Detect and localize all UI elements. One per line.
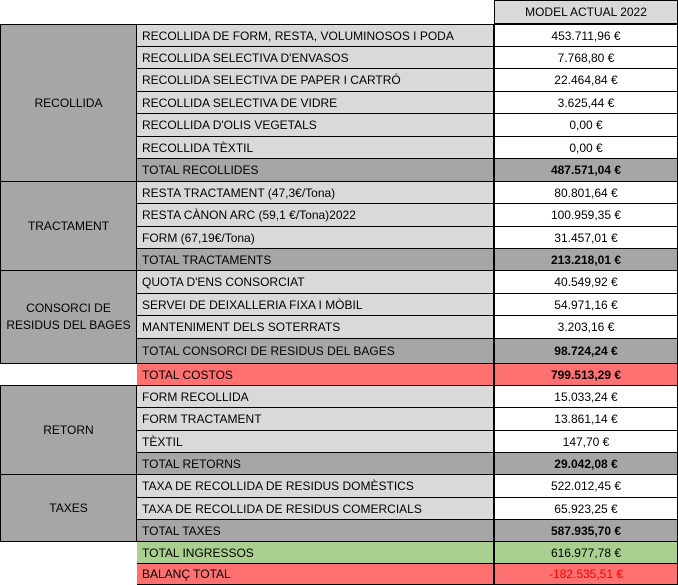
row-label: MANTENIMENT DELS SOTERRATS xyxy=(137,315,494,339)
balanc-total-value: -182.535,51 € xyxy=(494,563,678,585)
row-label: TÈXTIL xyxy=(137,430,494,453)
total-ingressos-label: TOTAL INGRESSOS xyxy=(137,541,494,564)
total-costos-value: 799.513,29 € xyxy=(494,363,678,386)
row-label: TAXA DE RECOLLIDA DE RESIDUS COMERCIALS xyxy=(137,497,494,520)
row-value: 13.861,14 € xyxy=(494,407,678,431)
total-tractaments-value: 213.218,01 € xyxy=(494,248,678,271)
section-retorn: RETORN xyxy=(0,385,137,475)
row-value: 22.464,84 € xyxy=(494,68,678,92)
row-label: SERVEI DE DEIXALLERIA FIXA I MÒBIL xyxy=(137,293,494,316)
total-tractaments-label: TOTAL TRACTAMENTS xyxy=(137,248,494,271)
total-taxes-value: 587.935,70 € xyxy=(494,519,678,542)
total-recollides-label: TOTAL RECOLLIDES xyxy=(137,158,494,182)
row-label: RECOLLIDA D'OLIS VEGETALS xyxy=(137,113,494,137)
row-label: RESTA CÀNON ARC (59,1 €/Tona)2022 xyxy=(137,203,494,227)
balanc-total-label: BALANÇ TOTAL xyxy=(137,563,494,585)
row-value: 3.203,16 € xyxy=(494,315,678,339)
total-ingressos-value: 616.977,78 € xyxy=(494,541,678,564)
row-label: RECOLLIDA TÈXTIL xyxy=(137,136,494,159)
row-value: 80.801,64 € xyxy=(494,181,678,204)
total-retorns-label: TOTAL RETORNS xyxy=(137,452,494,475)
row-value: 31.457,01 € xyxy=(494,226,678,249)
total-retorns-value: 29.042,08 € xyxy=(494,452,678,475)
row-label: RECOLLIDA DE FORM, RESTA, VOLUMINOSOS I PODA xyxy=(137,24,494,47)
total-taxes-label: TOTAL TAXES xyxy=(137,519,494,542)
row-label: FORM TRACTAMENT xyxy=(137,407,494,431)
row-value: 40.549,92 € xyxy=(494,270,678,294)
row-label: TAXA DE RECOLLIDA DE RESIDUS DOMÈSTICS xyxy=(137,474,494,498)
section-taxes: TAXES xyxy=(0,474,137,542)
section-consorci: CONSORCI DE RESIDUS DEL BAGES xyxy=(0,270,137,364)
section-recollida: RECOLLIDA xyxy=(0,24,137,182)
row-value: 3.625,44 € xyxy=(494,91,678,114)
row-value: 7.768,80 € xyxy=(494,46,678,69)
row-value: 54.971,16 € xyxy=(494,293,678,316)
column-header: MODEL ACTUAL 2022 xyxy=(494,0,678,24)
row-value: 65.923,25 € xyxy=(494,497,678,520)
row-value: 522.012,45 € xyxy=(494,474,678,498)
row-label: QUOTA D'ENS CONSORCIAT xyxy=(137,270,494,294)
row-label: FORM RECOLLIDA xyxy=(137,385,494,408)
row-label: RESTA TRACTAMENT (47,3€/Tona) xyxy=(137,181,494,204)
row-value: 0,00 € xyxy=(494,136,678,159)
total-consorci-value: 98.724,24 € xyxy=(494,338,678,364)
row-label: RECOLLIDA SELECTIVA D'ENVASOS xyxy=(137,46,494,69)
total-recollides-value: 487.571,04 € xyxy=(494,158,678,182)
row-value: 0,00 € xyxy=(494,113,678,137)
row-value: 147,70 € xyxy=(494,430,678,453)
row-label: RECOLLIDA SELECTIVA DE VIDRE xyxy=(137,91,494,114)
total-consorci-label: TOTAL CONSORCI DE RESIDUS DEL BAGES xyxy=(137,338,494,364)
row-label: RECOLLIDA SELECTIVA DE PAPER I CARTRÓ xyxy=(137,68,494,92)
row-value: 100.959,35 € xyxy=(494,203,678,227)
row-value: 453.711,96 € xyxy=(494,24,678,47)
total-costos-label: TOTAL COSTOS xyxy=(137,363,494,386)
row-label: FORM (67,19€/Tona) xyxy=(137,226,494,249)
row-value: 15.033,24 € xyxy=(494,385,678,408)
section-tractament: TRACTAMENT xyxy=(0,181,137,271)
